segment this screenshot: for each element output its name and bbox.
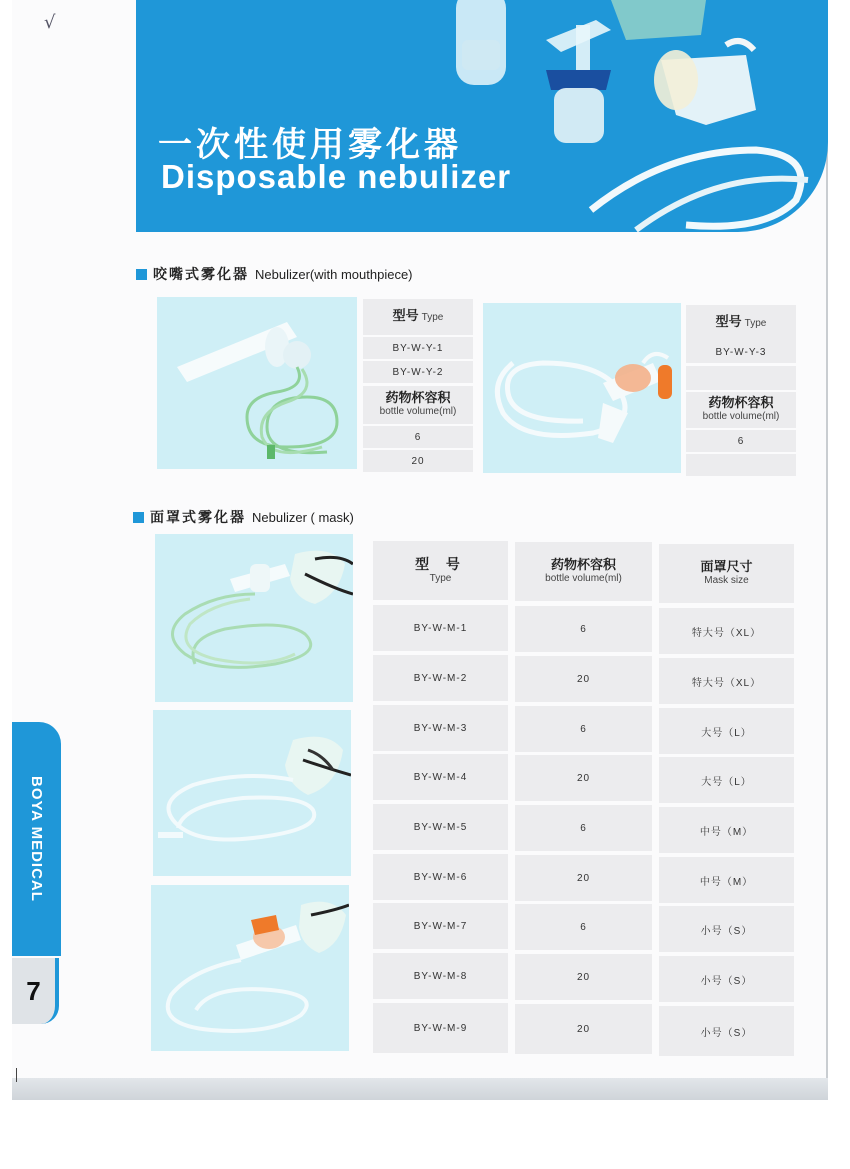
table-b-volume-cn: 药物杯容积 [708, 396, 774, 411]
table-row-size [659, 757, 794, 803]
table-row-model [373, 804, 508, 850]
table-row-volume [515, 656, 652, 702]
mask-volume-cn: 药物杯容积 [550, 557, 616, 573]
page-number-box [12, 958, 59, 1024]
table-a-model-cell [363, 361, 473, 383]
mask-size-9: 小号（S） [700, 1027, 753, 1039]
table-row-size [659, 906, 794, 952]
page-title-en: Disposable nebulizer [161, 158, 512, 195]
mask-model-2: BY-W-M-2 [413, 672, 468, 684]
table-b-volume-cell [686, 430, 796, 452]
check-mark-icon: √ [44, 12, 56, 33]
table-row-size [659, 956, 794, 1002]
mask-size-header [659, 544, 794, 603]
page-title-cn: 一次性使用雾化器 [158, 125, 462, 165]
mask-model-7: BY-W-M-7 [413, 920, 468, 932]
mask-size-5: 中号（M） [699, 826, 754, 838]
bottom-stripe [12, 1078, 828, 1100]
table-a-model-cell [363, 337, 473, 359]
mask-size-3: 大号（L） [701, 727, 752, 739]
mask-size-6: 中号（M） [699, 876, 754, 888]
brand-label: BOYA MEDICAL [28, 776, 45, 902]
mask-volume-6: 20 [576, 872, 591, 884]
mask-type-header [373, 541, 508, 600]
table-a-volume-header [363, 386, 473, 424]
mask-volume-en: bottle volume(ml) [545, 572, 622, 584]
table-row-size [659, 807, 794, 853]
mask-type-en: Type [429, 572, 452, 584]
table-row-volume [515, 606, 652, 652]
table-a-type-en: Type [421, 311, 444, 323]
table-a-type-cn: 型号 [392, 308, 419, 324]
mouthpiece-section-heading [136, 264, 413, 284]
mouthpiece-nebulizer-orange-photo [483, 303, 681, 473]
mask-volume-header [515, 542, 652, 601]
mask-volume-9: 20 [576, 1023, 591, 1035]
mask-title-en: Nebulizer ( mask) [252, 509, 354, 525]
table-a-volume-cell [363, 426, 473, 448]
table-b-volume-1: 6 [737, 435, 745, 447]
table-row-model [373, 953, 508, 999]
table-b-model-cell [686, 341, 796, 363]
table-b-type-header [686, 305, 796, 341]
mask-model-6: BY-W-M-6 [413, 871, 468, 883]
mask-nebulizer-photo-2 [153, 710, 351, 876]
mask-volume-4: 20 [576, 772, 591, 784]
table-row-volume [515, 1004, 652, 1054]
table-row-volume [515, 755, 652, 801]
section-bullet-icon [136, 269, 147, 280]
table-a-volume-en: bottle volume(ml) [379, 406, 457, 417]
mask-volume-7: 6 [580, 921, 587, 933]
nebulizer-parts-photo [436, 0, 828, 232]
mask-model-1: BY-W-M-1 [413, 622, 468, 634]
mask-size-cn: 面罩尺寸 [700, 559, 753, 575]
section-bullet-icon [133, 512, 144, 523]
table-row-volume [515, 855, 652, 901]
table-row-volume [515, 954, 652, 1000]
mask-size-2: 特大号（XL） [691, 677, 762, 689]
mask-size-4: 大号（L） [701, 776, 752, 788]
mask-model-3: BY-W-M-3 [413, 722, 468, 734]
table-b-model-1: BY-W-Y-3 [715, 346, 767, 358]
mask-model-4: BY-W-M-4 [413, 771, 468, 783]
table-b-type-cn: 型号 [715, 314, 742, 330]
table-row-model [373, 903, 508, 949]
mask-volume-8: 20 [576, 971, 591, 983]
table-row-model [373, 705, 508, 751]
table-row-size [659, 608, 794, 654]
mask-section-heading [133, 507, 354, 527]
scan-mark [16, 1068, 17, 1082]
table-row-size [659, 857, 794, 903]
table-a-type-header [363, 299, 473, 335]
table-row-model [373, 655, 508, 701]
table-b-empty-cell [686, 366, 796, 390]
mask-title-cn: 面罩式雾化器 [150, 510, 246, 526]
table-a-volume-cn: 药物杯容积 [385, 391, 451, 406]
page-number: 7 [26, 975, 41, 1006]
table-a-model-1: BY-W-Y-1 [392, 342, 444, 354]
mouthpiece-title-en: Nebulizer(with mouthpiece) [255, 266, 413, 282]
table-row-model [373, 754, 508, 800]
mask-model-8: BY-W-M-8 [413, 970, 468, 982]
table-row-size [659, 658, 794, 704]
table-row-volume [515, 706, 652, 752]
mask-type-cn: 型 号 [415, 556, 466, 573]
table-row-size [659, 708, 794, 754]
mask-nebulizer-photo-3 [151, 885, 349, 1051]
table-a-volume-2: 20 [411, 455, 425, 467]
table-b-type-en: Type [744, 317, 767, 329]
mask-size-8: 小号（S） [700, 975, 753, 987]
mask-size-en: Mask size [704, 574, 749, 586]
mask-nebulizer-photo-1 [155, 534, 353, 702]
table-row-volume [515, 805, 652, 851]
mask-volume-3: 6 [580, 723, 587, 735]
table-row-model [373, 1003, 508, 1053]
mask-size-1: 特大号（XL） [691, 627, 762, 639]
table-b-volume-header [686, 392, 796, 428]
header-banner [136, 0, 828, 232]
mask-volume-2: 20 [576, 673, 591, 685]
table-row-volume [515, 904, 652, 950]
table-a-volume-1: 6 [414, 431, 422, 443]
mask-model-9: BY-W-M-9 [413, 1022, 468, 1034]
table-row-size [659, 1006, 794, 1056]
table-a-volume-cell [363, 450, 473, 472]
scan-margin [0, 1100, 850, 1169]
mouthpiece-nebulizer-photo [157, 297, 357, 469]
mask-volume-1: 6 [580, 623, 587, 635]
table-row-model [373, 605, 508, 651]
table-row-model [373, 854, 508, 900]
mouthpiece-title-cn: 咬嘴式雾化器 [153, 267, 249, 283]
mask-model-5: BY-W-M-5 [413, 821, 468, 833]
mask-volume-5: 6 [580, 822, 587, 834]
mask-size-7: 小号（S） [700, 925, 753, 937]
table-b-empty-cell [686, 454, 796, 476]
table-a-model-2: BY-W-Y-2 [392, 366, 444, 378]
table-b-volume-en: bottle volume(ml) [702, 411, 780, 422]
